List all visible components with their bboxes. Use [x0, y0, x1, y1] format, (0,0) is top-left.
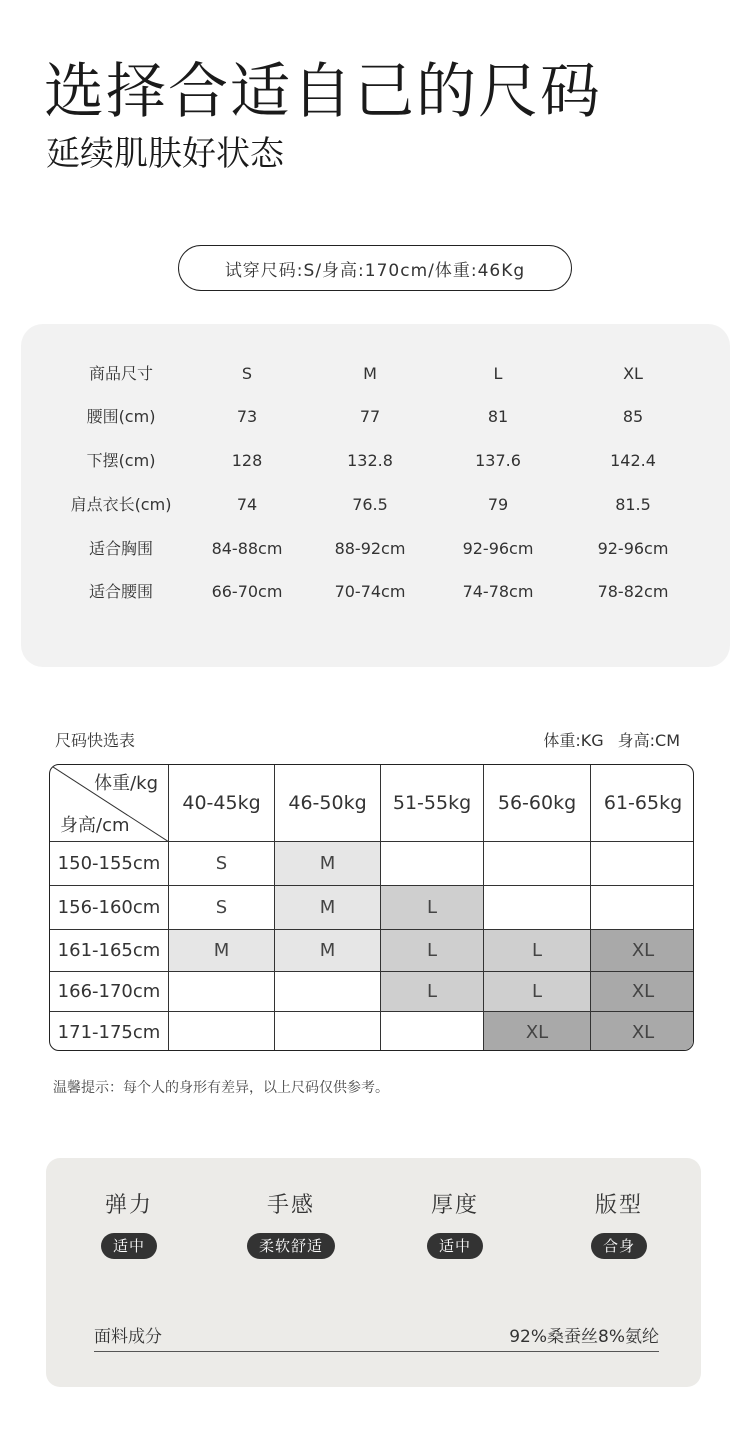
size-cell — [484, 842, 591, 886]
size-row-label: 下摆(cm) — [86, 451, 156, 470]
size-cell — [275, 1012, 381, 1051]
size-cell: 142.4 — [610, 451, 656, 470]
size-cell — [275, 972, 381, 1012]
unit-weight: 体重:KG — [543, 731, 604, 750]
size-cell: 74-78cm — [462, 582, 534, 601]
feature-badge: 合身 — [591, 1233, 647, 1259]
size-cell: 79 — [487, 495, 509, 514]
size-cell: L — [381, 930, 484, 972]
size-row-label: 肩点衣长(cm) — [70, 495, 172, 514]
weight-header: 56-60kg — [484, 765, 591, 842]
size-row — [21, 439, 730, 483]
size-cell: XL — [484, 1012, 591, 1051]
size-cell: 78-82cm — [597, 582, 669, 601]
height-header: 161-165cm — [50, 930, 169, 972]
feature-thickness — [427, 1158, 483, 1259]
size-cell — [484, 886, 591, 930]
page-subtitle: 延续肌肤好状态 — [46, 134, 284, 174]
feature-elasticity — [101, 1158, 157, 1259]
table-corner — [50, 765, 169, 842]
size-cell: M — [275, 842, 381, 886]
size-cell — [169, 1012, 275, 1051]
size-tip: 温馨提示：每个人的身形有差异，以上尺码仅供参考。 — [53, 1080, 389, 1096]
size-cell — [591, 842, 694, 886]
size-cell — [591, 886, 694, 930]
size-chart-card — [21, 324, 730, 667]
weight-header: 46-50kg — [275, 765, 381, 842]
size-cell: L — [493, 364, 503, 383]
fabric-info-card — [46, 1158, 701, 1387]
size-cell — [381, 842, 484, 886]
height-header: 156-160cm — [50, 886, 169, 930]
size-cell: 85 — [622, 407, 644, 426]
size-cell: 84-88cm — [211, 539, 283, 558]
size-cell: XL — [623, 364, 643, 383]
corner-height-label: 身高/cm — [60, 815, 130, 836]
size-row-label: 腰围(cm) — [86, 407, 156, 426]
size-cell: M — [275, 930, 381, 972]
corner-weight-label: 体重/kg — [94, 773, 158, 794]
quick-select-label: 尺码快选表 — [55, 731, 136, 750]
weight-header: 40-45kg — [169, 765, 275, 842]
height-header: 150-155cm — [50, 842, 169, 886]
size-cell: L — [484, 972, 591, 1012]
size-cell: L — [381, 972, 484, 1012]
size-row — [21, 483, 730, 527]
feature-title: 版型 — [594, 1193, 644, 1218]
size-row — [21, 352, 730, 396]
feature-title: 厚度 — [430, 1193, 480, 1218]
size-cell: 81 — [487, 407, 509, 426]
height-header: 171-175cm — [50, 1012, 169, 1051]
feature-badge: 适中 — [101, 1233, 157, 1259]
size-row-label: 适合胸围 — [88, 539, 154, 558]
quick-select-grid — [50, 765, 692, 1049]
tryon-info-pill: 试穿尺码:S/身高:170cm/体重:46Kg — [178, 245, 572, 291]
size-cell: 70-74cm — [334, 582, 406, 601]
material-label: 面料成分 — [94, 1327, 162, 1347]
size-cell: 92-96cm — [462, 539, 534, 558]
size-cell: 74 — [236, 495, 258, 514]
size-cell: 66-70cm — [211, 582, 283, 601]
size-cell: 137.6 — [475, 451, 521, 470]
size-row-label: 商品尺寸 — [88, 364, 154, 383]
size-cell — [381, 1012, 484, 1051]
size-cell: 76.5 — [352, 495, 388, 514]
feature-feel — [247, 1158, 335, 1259]
weight-header: 51-55kg — [381, 765, 484, 842]
size-cell: XL — [591, 1012, 694, 1051]
size-cell: L — [381, 886, 484, 930]
size-cell: XL — [591, 972, 694, 1012]
quick-select-table — [49, 764, 694, 1051]
size-row — [21, 527, 730, 571]
size-cell: 77 — [359, 407, 381, 426]
size-cell: XL — [591, 930, 694, 972]
size-row — [21, 395, 730, 439]
feature-badge: 柔软舒适 — [247, 1233, 335, 1259]
size-cell: S — [241, 364, 253, 383]
size-cell: M — [169, 930, 275, 972]
feature-title: 弹力 — [104, 1193, 154, 1218]
size-cell: L — [484, 930, 591, 972]
size-cell: M — [275, 886, 381, 930]
size-cell: 73 — [236, 407, 258, 426]
size-cell: S — [169, 886, 275, 930]
size-cell: S — [169, 842, 275, 886]
feature-title: 手感 — [266, 1193, 316, 1218]
size-cell: 128 — [231, 451, 263, 470]
height-header: 166-170cm — [50, 972, 169, 1012]
size-row-label: 适合腰围 — [88, 582, 154, 601]
feature-badge: 适中 — [427, 1233, 483, 1259]
unit-height: 身高:CM — [617, 731, 680, 750]
material-row — [94, 1320, 659, 1352]
size-row — [21, 570, 730, 614]
material-value: 92%桑蚕丝8%氨纶 — [509, 1327, 659, 1347]
weight-header: 61-65kg — [591, 765, 694, 842]
quick-select-units — [543, 728, 680, 751]
size-cell: 81.5 — [615, 495, 651, 514]
size-cell: 92-96cm — [597, 539, 669, 558]
size-cell: M — [363, 364, 377, 383]
feature-fit — [591, 1158, 647, 1259]
page-title: 选择合适自己的尺码 — [44, 57, 602, 127]
size-cell — [169, 972, 275, 1012]
size-cell: 132.8 — [347, 451, 393, 470]
size-cell: 88-92cm — [334, 539, 406, 558]
